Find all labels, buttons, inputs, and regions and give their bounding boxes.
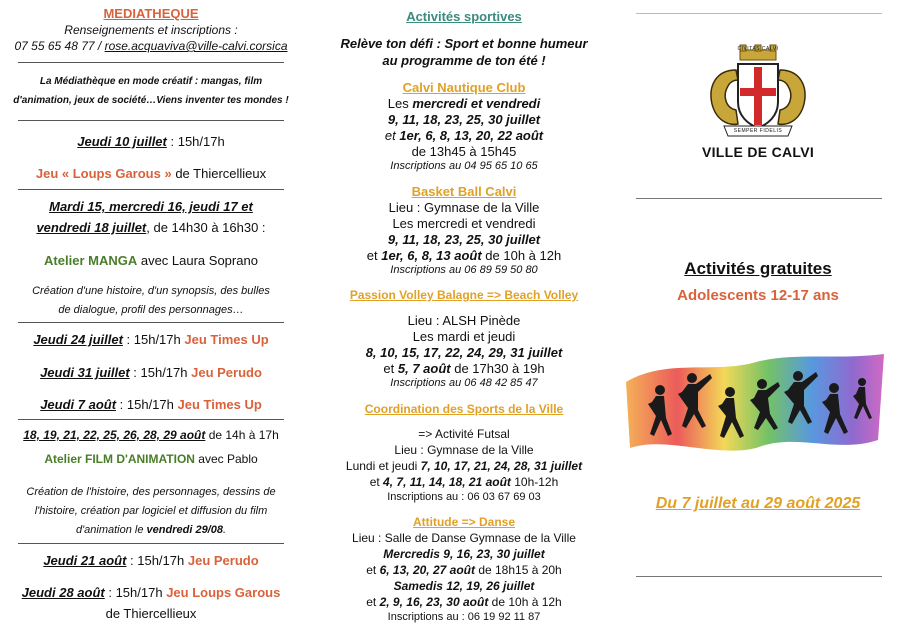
futsal-july: Lundi et jeudi 7, 10, 17, 21, 24, 28, 31 juillet [345, 459, 583, 473]
coordination-title: Coordination des Sports de la Ville [364, 402, 564, 416]
info-line: Renseignements et inscriptions : [64, 23, 238, 37]
event-film-dates: 18, 19, 21, 22, 25, 26, 28, 29 août de 14h à 17h [23, 428, 279, 442]
divider [18, 120, 284, 121]
date-range: Du 7 juillet au 29 août 2025 [655, 495, 861, 512]
manga-desc-2: de dialogue, profil des personnages… [58, 304, 244, 316]
slogan-line-2: au programme de ton été ! [382, 53, 546, 68]
film-desc-3: d'animation le vendredi 29/08. [75, 524, 227, 536]
basket-july: 9, 11, 18, 23, 25, 30 juillet [387, 232, 541, 247]
divider [636, 198, 882, 199]
event-film-title: Atelier FILM D'ANIMATION avec Pablo [44, 452, 258, 466]
volley-place: Lieu : ALSH Pinède [407, 313, 521, 328]
club-nautique-title: Calvi Nautique Club [402, 80, 526, 95]
basket-place: Lieu : Gymnase de la Ville [388, 200, 540, 215]
danse-phone: Inscriptions au : 06 19 92 11 87 [387, 611, 541, 623]
danse-title: Attitude => Danse [412, 515, 516, 529]
basket-title: Basket Ball Calvi [411, 184, 517, 199]
volley-title: Passion Volley Balagne => Beach Volley [349, 288, 579, 302]
slogan-line-1: Relève ton défi : Sport et bonne humeur [340, 36, 588, 51]
event-loups-garous-2: Jeudi 28 août : 15h/17h Jeu Loups Garous [21, 585, 281, 600]
club-nautique-august: et 1er, 6, 8, 13, 20, 22 août [384, 128, 544, 143]
city-name: VILLE DE CALVI [701, 144, 815, 160]
club-nautique-july: 9, 11, 18, 23, 25, 30 juillet [387, 112, 541, 127]
age-subtitle: Adolescents 12-17 ans [677, 287, 839, 304]
event-loups-garous-date: Jeudi 10 juillet : 15h/17h [77, 134, 225, 149]
divider [636, 13, 882, 14]
divider [18, 419, 284, 420]
phone: 07 55 65 48 77 [14, 39, 95, 53]
danse-august-wed: et 6, 13, 20, 27 août de 18h15 à 20h [366, 563, 562, 577]
manga-desc-1: Création d'une histoire, d'un synopsis, des bulles [32, 285, 270, 297]
danse-saturdays: Samedis 12, 19, 26 juillet [393, 579, 535, 593]
free-activities-title: Activités gratuites [684, 259, 832, 278]
sports-title: Activités sportives [406, 9, 522, 24]
danse-place: Lieu : Salle de Danse Gymnase de la Ville [352, 531, 576, 545]
film-desc-2: l'histoire, création par logiciel et diffusion du film [34, 505, 268, 517]
divider [636, 576, 882, 577]
club-nautique-phone: Inscriptions au 04 95 65 10 65 [390, 160, 538, 172]
event-loups-garous-title: Jeu « Loups Garous » de Thiercellieux [35, 166, 267, 181]
intro-line-2: d'animation, jeux de société…Viens inventer tes mondes ! [13, 95, 289, 106]
futsal-august: et 4, 7, 11, 14, 18, 21 août 10h-12h [369, 475, 559, 489]
danse-wednesdays: Mercredis 9, 16, 23, 30 juillet [383, 547, 545, 561]
divider [18, 543, 284, 544]
event-times-up-1: Jeudi 24 juillet : 15h/17h Jeu Times Up [33, 332, 269, 347]
futsal-place: Lieu : Gymnase de la Ville [394, 443, 534, 457]
intro-line-1: La Médiathèque en mode créatif : mangas, film [39, 76, 263, 87]
futsal-activity: => Activité Futsal [418, 427, 510, 441]
email-link[interactable]: rose.acquaviva@ville-calvi.corsica [104, 39, 288, 53]
event-manga-time: vendredi 18 juillet, de 14h30 à 16h30 : [36, 220, 266, 235]
basket-days: Les mercredi et vendredi [392, 216, 536, 231]
contact-line: 07 55 65 48 77 / rose.acquaviva@ville-calvi.corsica [14, 39, 288, 53]
basket-august: et 1er, 6, 8, 13 août de 10h à 12h [366, 248, 562, 263]
event-manga-dates: Mardi 15, mercredi 16, jeudi 17 et [49, 199, 253, 214]
volley-days: Les mardi et jeudi [412, 329, 516, 344]
divider [18, 322, 284, 323]
club-nautique-days: Les mercredi et vendredi [387, 96, 541, 111]
divider [18, 189, 284, 190]
event-manga-title: Atelier MANGA avec Laura Soprano [44, 253, 258, 268]
event-perudo-1: Jeudi 31 juillet : 15h/17h Jeu Perudo [40, 365, 262, 380]
event-loups-garous-2-by: de Thiercellieux [105, 606, 197, 621]
volley-july: 8, 10, 15, 17, 22, 24, 29, 31 juillet [365, 345, 563, 360]
event-times-up-2: Jeudi 7 août : 15h/17h Jeu Times Up [40, 397, 262, 412]
divider [18, 62, 284, 63]
mediatheque-title: MEDIATHEQUE [103, 6, 199, 21]
danse-august-sat: et 2, 9, 16, 23, 30 août de 10h à 12h [366, 595, 562, 609]
volley-august: et 5, 7 août de 17h30 à 19h [383, 361, 545, 376]
club-nautique-time: de 13h45 à 15h45 [411, 144, 517, 159]
volley-phone: Inscriptions au 06 48 42 85 47 [390, 377, 538, 389]
futsal-phone: Inscriptions au : 06 03 67 69 03 [387, 491, 541, 503]
crest-top-text: CIVITAS CALVI [737, 46, 779, 52]
jumping-teens-image [626, 348, 884, 458]
event-perudo-2: Jeudi 21 août : 15h/17h Jeu Perudo [43, 553, 259, 568]
crest-motto: SEMPER FIDELIS [733, 128, 783, 134]
film-desc-1: Création de l'histoire, des personnages, dessins de [26, 486, 276, 498]
basket-phone: Inscriptions au 06 89 59 50 80 [390, 264, 538, 276]
